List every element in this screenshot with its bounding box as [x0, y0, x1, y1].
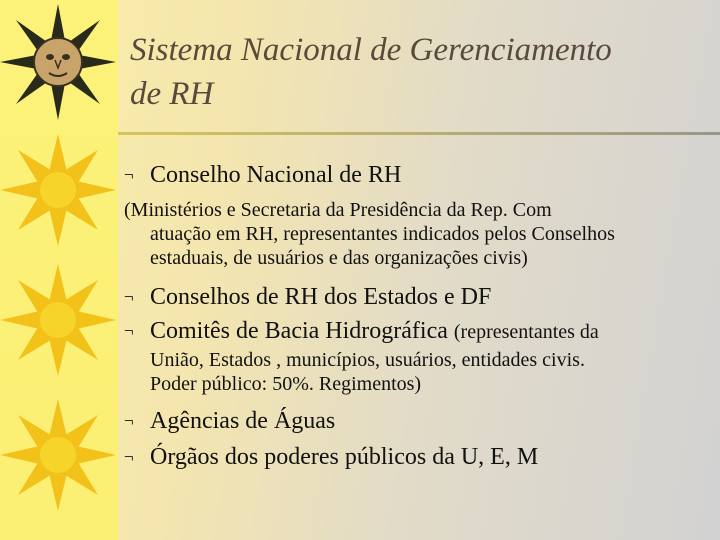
bullet-item: [124, 406, 335, 436]
bullet-item: [124, 160, 401, 190]
note-line: atuação em RH, representantes indicados pelos Conselhos: [150, 223, 615, 245]
sun-pattern-strip: [0, 0, 118, 540]
bullet-text: Comitês de Bacia Hidrográfica: [150, 318, 454, 344]
sun-icon: [0, 260, 118, 380]
bullet-text: Órgãos dos poderes públicos da U, E, M: [150, 444, 539, 470]
bullet-item: [124, 282, 491, 312]
title-line: de RH: [130, 76, 214, 112]
bullet-text: Conselhos de RH dos Estados e DF: [150, 284, 492, 310]
note-line: estaduais, de usuários e das organizações civis): [150, 247, 528, 269]
note-line: União, Estados , municípios, usuários, entidades civis.: [150, 349, 585, 371]
note-paragraph: [124, 198, 615, 270]
note-line: Poder público: 50%. Regimentos): [150, 373, 422, 395]
sun-icon: [0, 130, 118, 250]
bullet-star-icon: ¬: [124, 321, 134, 340]
title-divider: [118, 132, 720, 135]
bullet-star-icon: ¬: [124, 411, 134, 430]
bullet-item: [124, 442, 538, 472]
bullet-star-icon: ¬: [124, 165, 134, 184]
title-line: Sistema Nacional de Gerenciamento: [130, 32, 612, 68]
bullet-star-icon: ¬: [124, 287, 134, 306]
bullet-text: Conselho Nacional de RH: [150, 162, 402, 188]
bullet-suffix: (representantes da: [453, 321, 599, 343]
note-paragraph: [124, 348, 585, 396]
bullet-text: Agências de Águas: [150, 408, 336, 434]
bullet-star-icon: ¬: [124, 447, 134, 466]
note-line: (Ministérios e Secretaria da Presidência da Rep. Com: [124, 199, 552, 221]
bullet-item: [124, 316, 599, 347]
sun-face-icon: [0, 0, 118, 130]
sun-icon: [0, 395, 118, 525]
slide-title: [130, 28, 710, 116]
